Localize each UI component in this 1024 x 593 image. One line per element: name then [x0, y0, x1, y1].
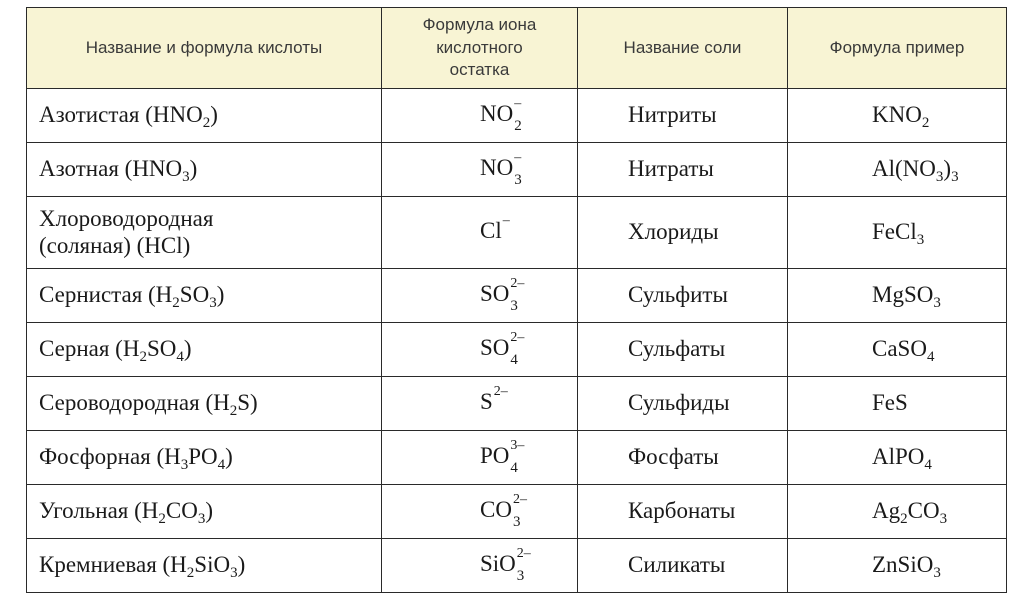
table-row [27, 485, 1007, 539]
acid-formula-text: Азотная (HNO [39, 156, 183, 182]
ion-charge: 2– [510, 330, 525, 345]
acid-formula-subscript: 4 [217, 457, 226, 474]
acid-name-prefix: Серная (H [39, 336, 140, 362]
acid-formula-text: Азотистая (HNO [39, 102, 203, 128]
ion-subscript: 3 [514, 172, 522, 188]
salt-formula-subscript: 3 [951, 169, 959, 186]
table-row [27, 431, 1007, 485]
acid-formula-close: ) [225, 444, 233, 470]
acid-name-prefix: Угольная (H [39, 498, 159, 524]
ion-cell [382, 323, 578, 377]
salt-formula-cell [788, 143, 1007, 197]
ion-charge: 2– [516, 546, 531, 561]
ion-cell [382, 539, 578, 593]
salt-name-cell: Карбонаты [578, 485, 788, 539]
ion-subscript: 3 [510, 298, 518, 314]
ion-subscript: 3 [516, 568, 525, 584]
acid-name-prefix: Фосфорная (H [39, 444, 181, 470]
salt-name-cell: Нитраты [578, 143, 788, 197]
acid-formula-text: SiO [194, 552, 231, 578]
acid-name-line1: Хлороводородная [39, 206, 214, 232]
acid-formula-close: ) [183, 336, 192, 362]
salt-formula-text: Al(NO [872, 156, 936, 182]
salt-name-cell: Силикаты [578, 539, 788, 593]
ion-formula [480, 96, 522, 134]
acid-prefix-subscript: 2 [229, 403, 238, 420]
ion-charge-stack [510, 438, 525, 476]
ion-charge-stack [510, 330, 525, 368]
ion-formula [480, 330, 525, 368]
ion-formula [480, 213, 510, 249]
ion-base: SiO [480, 550, 516, 576]
ion-charge: 3– [510, 438, 525, 453]
table-row [27, 539, 1007, 593]
acid-cell [27, 89, 382, 143]
salt-formula-text: CaSO [872, 336, 927, 362]
salt-name-cell: Сульфиты [578, 269, 788, 323]
ion-charge-stack [514, 150, 522, 188]
salt-formula-subscript: 2 [900, 511, 908, 528]
acid-cell [27, 485, 382, 539]
salt-formula-subscript: 3 [935, 169, 944, 186]
header-example: Формула пример [788, 8, 1007, 89]
ion-formula [480, 438, 525, 476]
acid-prefix-subscript: 2 [139, 349, 147, 366]
ion-charge: – [502, 213, 510, 228]
ion-formula [480, 276, 525, 314]
ion-subscript [494, 407, 508, 422]
salt-formula-text: ZnSiO [872, 552, 934, 578]
ion-base: SO [480, 280, 510, 306]
ion-subscript: 2 [514, 118, 522, 134]
salt-formula-text: FeCl [872, 219, 917, 245]
ion-base: PO [480, 442, 510, 468]
ion-base: S [480, 388, 493, 414]
acid-prefix-subscript: 2 [172, 295, 180, 312]
header-row [27, 8, 1007, 89]
ion-cell [382, 377, 578, 431]
acid-formula-text: CO [165, 498, 198, 524]
acid-cell [27, 197, 382, 269]
salt-name-cell: Нитриты [578, 89, 788, 143]
acid-formula-text: SO [146, 336, 177, 362]
ion-base: NO [480, 154, 514, 180]
acid-prefix-subscript: 3 [180, 457, 189, 474]
ion-base: SO [480, 334, 510, 360]
ion-cell [382, 89, 578, 143]
acid-formula-close: ) [250, 390, 258, 416]
ion-charge: 2– [493, 384, 508, 399]
acid-cell [27, 377, 382, 431]
ion-charge-stack [512, 492, 527, 530]
acid-cell [27, 431, 382, 485]
acid-name-line2: (соляная) (HCl) [39, 232, 191, 258]
ion-subscript: 4 [510, 460, 518, 476]
salt-formula-subscript: 3 [939, 511, 948, 528]
ion-base: CO [480, 496, 512, 522]
ion-charge-stack [510, 276, 525, 314]
salt-formula-subscript: 3 [933, 565, 941, 582]
ion-subscript: 3 [512, 514, 521, 530]
acid-formula-text: PO [188, 444, 218, 470]
salt-formula-text: NO [888, 102, 922, 128]
ion-cell [382, 143, 578, 197]
acid-name-prefix: Сероводородная (H [39, 390, 230, 416]
acid-formula-close: ) [237, 552, 246, 578]
ion-charge-stack [514, 96, 522, 134]
table-body [27, 89, 1007, 593]
salt-name-cell: Хлориды [578, 197, 788, 269]
salt-formula-cell [788, 197, 1007, 269]
acid-name-prefix: Кремниевая (H [39, 552, 187, 578]
acid-formula-subscript: 4 [176, 349, 184, 366]
ion-charge: 2– [512, 492, 527, 507]
salt-formula-text: Ag [872, 498, 901, 524]
ion-charge: – [514, 96, 522, 111]
acid-formula-text: SO [179, 282, 210, 308]
salt-formula-cell [788, 377, 1007, 431]
salt-formula-cell [788, 89, 1007, 143]
acid-formula-subscript: 3 [209, 295, 217, 312]
acid-formula-subscript: 2 [202, 115, 211, 132]
acid-salt-table [26, 7, 1007, 593]
salt-formula-text: FeS [872, 390, 908, 416]
ion-subscript [503, 236, 510, 251]
acid-formula-subscript: 3 [230, 565, 238, 582]
ion-charge: 2– [510, 276, 525, 291]
acid-formula-close: ) [216, 282, 225, 308]
ion-formula [480, 492, 527, 530]
salt-formula-subscript: 3 [933, 295, 941, 312]
ion-formula [480, 546, 531, 584]
salt-name-cell: Фосфаты [578, 431, 788, 485]
acid-cell [27, 539, 382, 593]
ion-cell [382, 197, 578, 269]
salt-name-cell: Сульфиды [578, 377, 788, 431]
table-row [27, 377, 1007, 431]
ion-cell [382, 269, 578, 323]
header-acid: Название и формула кислоты [27, 8, 382, 89]
salt-formula-text: ) [943, 156, 952, 182]
ion-formula [480, 150, 522, 188]
acid-prefix-subscript: 2 [186, 565, 195, 582]
table-header [27, 8, 1007, 89]
salt-formula-cell [788, 431, 1007, 485]
acid-formula-close: ) [189, 156, 198, 182]
table-row [27, 323, 1007, 377]
header-salt: Название соли [578, 8, 788, 89]
salt-formula-subscript: 3 [916, 232, 925, 249]
ion-charge-stack [502, 213, 510, 249]
table-row [27, 269, 1007, 323]
acid-formula-close: ) [210, 102, 218, 128]
salt-formula-cell [788, 323, 1007, 377]
salt-formula-text: CO [907, 498, 940, 524]
table-row [27, 89, 1007, 143]
ion-formula [480, 384, 508, 420]
acid-name-prefix: Сернистая (H [39, 282, 173, 308]
table-row [27, 197, 1007, 269]
salt-formula-cell [788, 485, 1007, 539]
acid-formula-subscript: 3 [197, 511, 206, 528]
ion-charge: – [514, 150, 522, 165]
table-row [27, 143, 1007, 197]
acid-formula-text: S [237, 390, 251, 416]
ion-charge-stack [493, 384, 508, 420]
acid-prefix-subscript: 2 [158, 511, 166, 528]
header-ion [382, 8, 578, 89]
salt-formula-subscript: 2 [921, 115, 930, 132]
acid-formula-close: ) [205, 498, 214, 524]
header-ion-text: Формула иона кислотного остатка [422, 14, 537, 80]
salt-formula-subscript: 4 [924, 457, 932, 474]
ion-subscript: 4 [510, 352, 518, 368]
acid-cell [27, 323, 382, 377]
salt-name-cell: Сульфаты [578, 323, 788, 377]
ion-charge-stack [516, 546, 531, 584]
ion-cell [382, 431, 578, 485]
ion-cell [382, 485, 578, 539]
acid-formula-subscript: 3 [182, 169, 190, 186]
salt-formula-cell [788, 539, 1007, 593]
acid-cell [27, 269, 382, 323]
salt-formula-text: AlPO [872, 444, 925, 470]
acid-cell [27, 143, 382, 197]
ion-base: Cl [480, 217, 502, 243]
acid-salt-table-sheet [26, 7, 1006, 584]
salt-formula-text: MgSO [872, 282, 934, 308]
salt-formula-subscript: 4 [926, 349, 935, 366]
salt-formula-text: K [872, 102, 889, 128]
salt-formula-cell [788, 269, 1007, 323]
ion-base: NO [480, 100, 514, 126]
